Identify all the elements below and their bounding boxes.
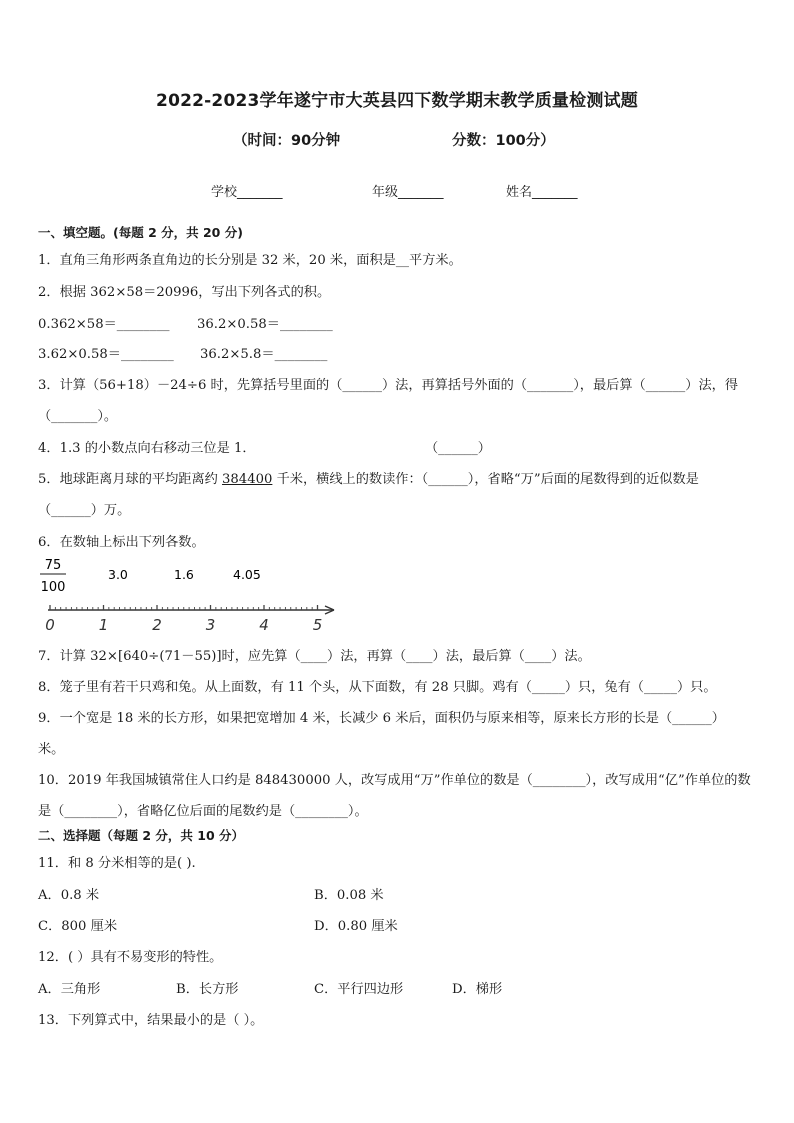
question-10-line2: 是（________），省略亿位后面的尾数约是（________）。 bbox=[38, 804, 368, 819]
section2-heading: 二、选择题（每题 2 分，共 10 分） bbox=[38, 828, 245, 843]
q11-option-a: A．0.8 米 bbox=[38, 888, 100, 903]
question-6: 6．在数轴上标出下列各数。 bbox=[38, 535, 205, 550]
question-13: 13．下列算式中，结果最小的是（ ）。 bbox=[38, 1013, 264, 1028]
question-5-line2: （______）万。 bbox=[38, 503, 131, 518]
name-field: 姓名_______ bbox=[506, 185, 578, 200]
q12-option-b: B．长方形 bbox=[176, 982, 239, 997]
question-2b: 36.2×0.58＝________ bbox=[197, 317, 333, 332]
exam-time: （时间：90分钟 bbox=[233, 133, 341, 149]
q11-option-b: B．0.08 米 bbox=[314, 888, 384, 903]
axis-label-1: 1 bbox=[98, 616, 109, 634]
question-4: 4．1.3 的小数点向右移动三位是 1． bbox=[38, 441, 256, 456]
question-9-line1: 9．一个宽是 18 米的长方形，如果把宽增加 4 米，长减少 6 米后，面积仍与原来相等，原来长方形的长是（______） bbox=[38, 711, 725, 726]
axis-label-0: 0 bbox=[45, 616, 55, 634]
question-5-prefix: 5．地球距离月球的平均距离约 bbox=[38, 472, 223, 487]
axis-label-3: 3 bbox=[205, 616, 216, 634]
question-7: 7．计算 32×[640÷(71－55)]时，应先算（____）法，再算（____）法，最后算（____）法。 bbox=[38, 649, 591, 664]
question-2d: 36.2×5.8＝________ bbox=[200, 347, 328, 362]
question-5-suffix: 千米，横线上的数读作：（______），省略“万”后面的尾数得到的近似数是 bbox=[272, 472, 699, 487]
question-3-line2: （_______）。 bbox=[38, 409, 118, 424]
number-line-axis bbox=[45, 605, 334, 634]
question-2c: 3.62×0.58＝________ bbox=[38, 347, 174, 362]
number-4-05: 4.05 bbox=[233, 567, 261, 582]
exam-score: 分数：100分） bbox=[452, 133, 555, 149]
axis-label-5: 5 bbox=[312, 616, 323, 634]
fraction-denominator: 100 bbox=[40, 580, 66, 595]
question-3-line1: 3．计算（56+18）－24÷6 时，先算括号里面的（______）法，再算括号外面的（_______），最后算（______）法，得 bbox=[38, 378, 739, 393]
question-4-blank: （______） bbox=[425, 441, 491, 456]
question-5-line1 bbox=[38, 468, 699, 487]
question-5-underlined-number: 384400 bbox=[222, 472, 273, 487]
question-1: 1．直角三角形两条直角边的长分别是 32 米，20 米，面积是__平方米。 bbox=[38, 253, 462, 268]
question-11: 11．和 8 分米相等的是( ). bbox=[38, 856, 196, 871]
question-10-line1: 10．2019 年我国城镇常住人口约是 848430000 人，改写成用“万”作单位的数是（________），改写成用“亿”作单位的数 bbox=[38, 773, 751, 788]
question-8: 8．笼子里有若干只鸡和兔。从上面数，有 11 个头，从下面数，有 28 只脚。鸡有（_____）只，兔有（_____）只。 bbox=[38, 680, 717, 695]
axis-label-4: 4 bbox=[259, 616, 269, 634]
exam-title: 2022-2023学年遂宁市大英县四下数学期末教学质量检测试题 bbox=[156, 91, 638, 111]
question-2: 2．根据 362×58＝20996，写出下列各式的积。 bbox=[38, 285, 331, 300]
fraction-numerator: 75 bbox=[44, 558, 62, 573]
section1-heading: 一、填空题。(每题 2 分，共 20 分) bbox=[38, 225, 243, 240]
number-3-0: 3.0 bbox=[108, 567, 128, 582]
question-2a: 0.362×58＝________ bbox=[38, 317, 170, 332]
q12-option-c: C．平行四边形 bbox=[314, 982, 404, 997]
school-field: 学校_______ bbox=[211, 185, 283, 200]
axis-label-2: 2 bbox=[152, 616, 162, 634]
grade-field: 年级_______ bbox=[372, 185, 444, 200]
q12-option-d: D．梯形 bbox=[452, 982, 503, 997]
q11-option-d: D．0.80 厘米 bbox=[314, 919, 398, 934]
question-9-line2: 米。 bbox=[38, 742, 65, 757]
q11-option-c: C．800 厘米 bbox=[38, 919, 118, 934]
number-line-figure bbox=[34, 552, 354, 637]
number-1-6: 1.6 bbox=[174, 567, 194, 582]
q12-option-a: A．三角形 bbox=[38, 982, 101, 997]
question-12: 12．( ）具有不易变形的特性。 bbox=[38, 950, 223, 965]
